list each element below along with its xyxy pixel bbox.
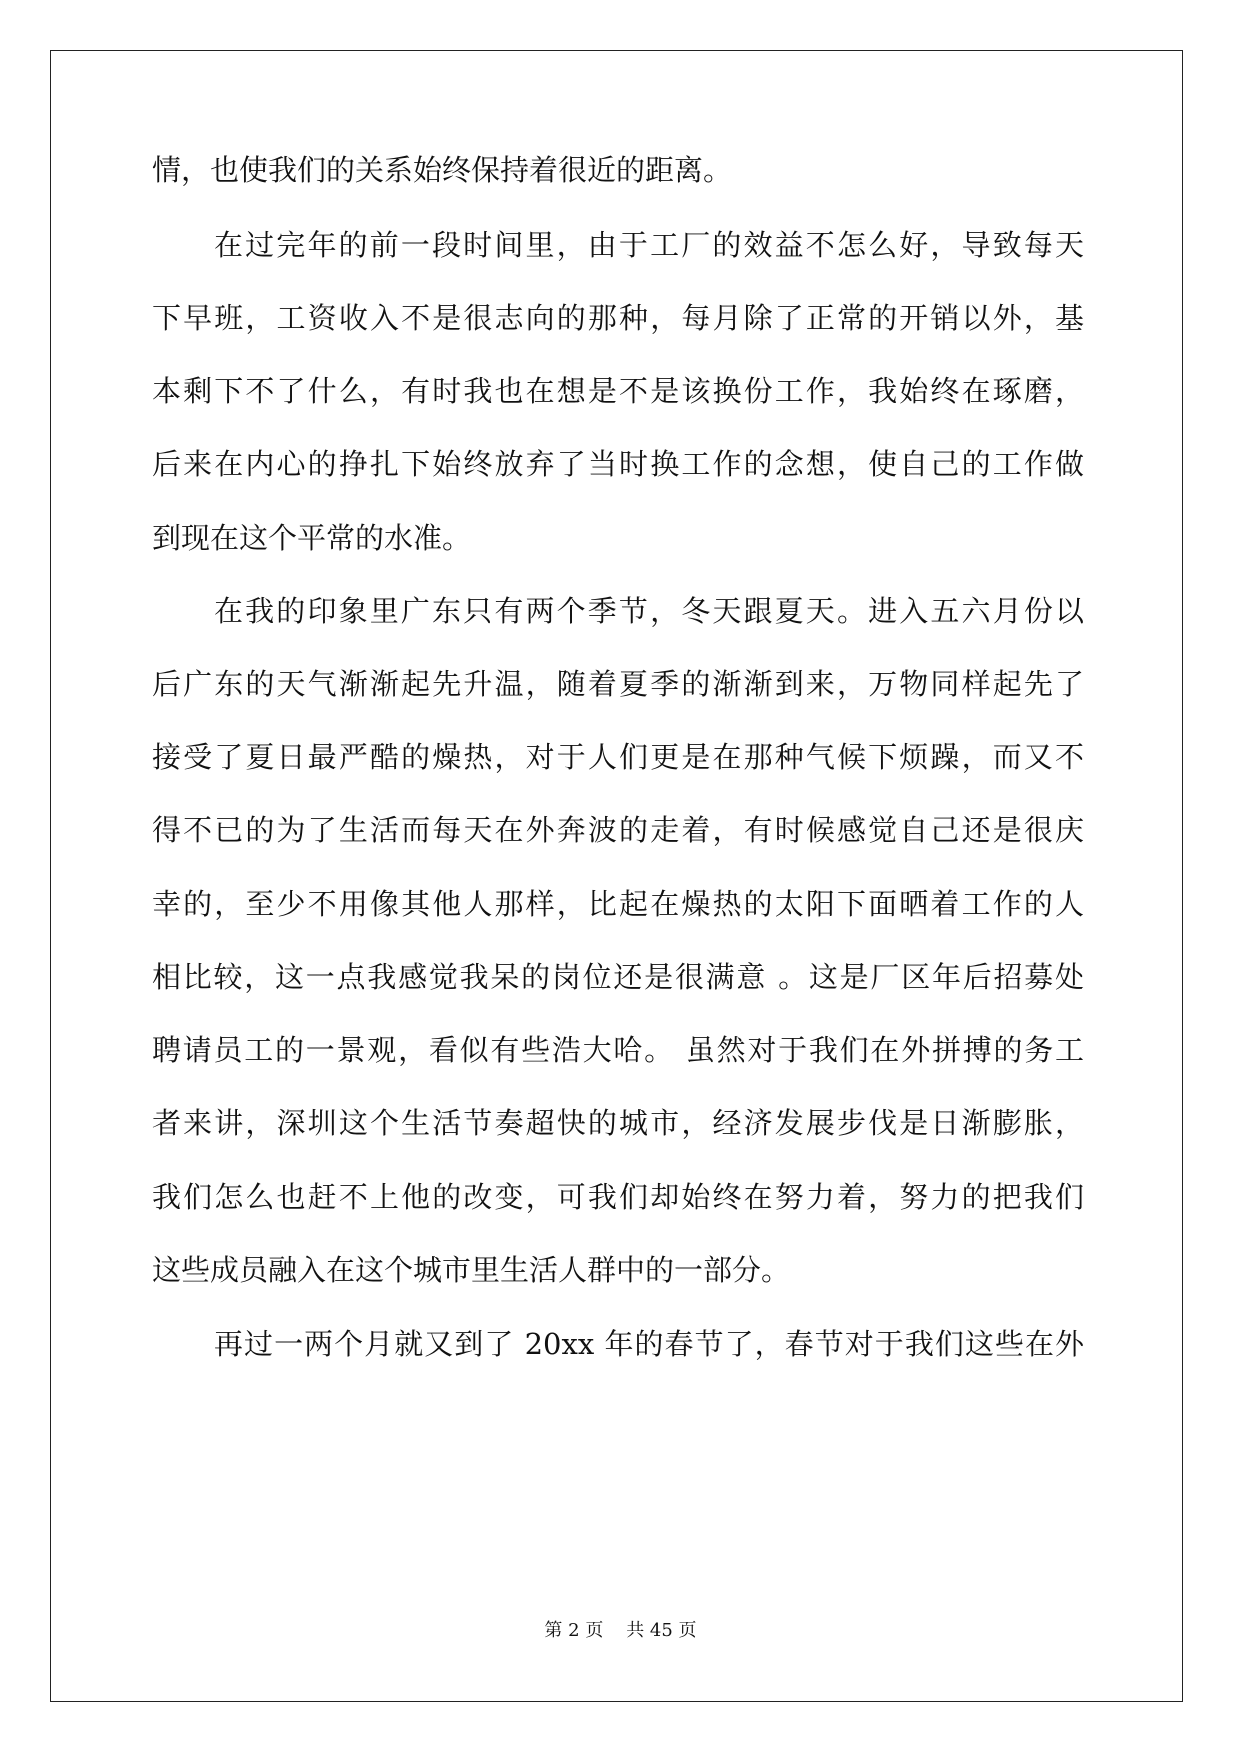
text-line: 后来在内心的挣扎下始终放弃了当时换工作的念想，使自己的工作做 <box>152 447 1084 481</box>
text-line: 后广东的天气渐渐起先升温，随着夏季的渐渐到来，万物同样起先了 <box>152 667 1084 701</box>
text-line: 下早班，工资收入不是很志向的那种，每月除了正常的开销以外，基 <box>152 301 1084 335</box>
text-line: 相比较，这一点我感觉我呆的岗位还是很满意 。这是厂区年后招募处 <box>152 960 1084 994</box>
text-line: 本剩下不了什么，有时我也在想是不是该换份工作，我始终在琢磨， <box>152 374 1084 408</box>
text-line: 者来讲，深圳这个生活节奏超快的城市，经济发展步伐是日渐膨胀， <box>152 1106 1084 1140</box>
text-line: 接受了夏日最严酷的燥热，对于人们更是在那种气候下烦躁，而又不 <box>152 740 1084 774</box>
text-line: 到现在这个平常的水准。 <box>152 521 472 555</box>
text-line: 得不已的为了生活而每天在外奔波的走着，有时候感觉自己还是很庆 <box>152 813 1084 847</box>
text-line: 在过完年的前一段时间里，由于工厂的效益不怎么好，导致每天 <box>214 228 1084 262</box>
text-line: 情，也使我们的关系始终保持着很近的距离。 <box>152 153 733 187</box>
text-line: 这些成员融入在这个城市里生活人群中的一部分。 <box>152 1253 791 1287</box>
text-line: 在我的印象里广东只有两个季节，冬天跟夏天。进入五六月份以 <box>214 594 1084 628</box>
page-number-footer: 第 2 页 共 45 页 <box>544 1620 697 1641</box>
text-line: 幸的，至少不用像其他人那样，比起在燥热的太阳下面晒着工作的人 <box>152 887 1084 921</box>
text-line: 再过一两个月就又到了 20xx 年的春节了，春节对于我们这些在外 <box>214 1327 1084 1361</box>
text-line: 我们怎么也赶不上他的改变，可我们却始终在努力着，努力的把我们 <box>152 1180 1084 1214</box>
text-line: 聘请员工的一景观，看似有些浩大哈。 虽然对于我们在外拼搏的务工 <box>152 1033 1084 1067</box>
